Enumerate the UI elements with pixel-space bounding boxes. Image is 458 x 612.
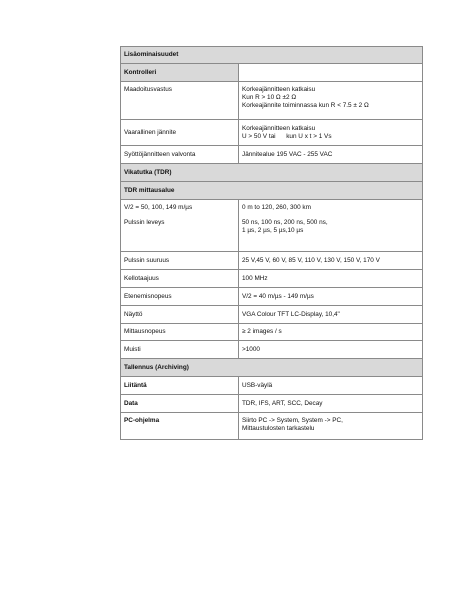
row-label: Mittausnopeus <box>121 324 239 341</box>
value-line: Korkeajännite toiminnassa kun R < 7.5 ± 2 Ω <box>242 102 369 109</box>
row-label: Maadoitusvastus <box>121 82 239 120</box>
table-row-measurement-speed <box>121 324 423 341</box>
row-label: Näyttö <box>121 306 239 324</box>
section-title: Tallennus (Archiving) <box>121 359 423 377</box>
table-row-tdr-range <box>121 200 423 252</box>
spec-table <box>120 46 423 440</box>
empty-cell <box>239 64 423 82</box>
row-value: Jännitealue 195 VAC - 255 VAC <box>239 146 423 164</box>
row-label: Syöttöjännitteen valvonta <box>121 146 239 164</box>
row-label: Kellotaajuus <box>121 270 239 288</box>
row-value <box>239 200 423 252</box>
value-line: Korkeajännitteen katkaisu <box>242 124 316 132</box>
section-title: Kontrolleri <box>121 64 239 82</box>
row-value <box>239 120 423 146</box>
value-line: 0 m to 120, 260, 300 km <box>242 204 311 211</box>
row-value: >1000 <box>239 341 423 359</box>
row-value <box>239 413 423 440</box>
row-label: Pulssin suuruus <box>121 252 239 270</box>
label-line: Pulssin leveys <box>124 219 165 226</box>
table-row-pulse-amplitude <box>121 252 423 270</box>
row-label: Liitäntä <box>121 377 239 395</box>
section-header-tdr-range <box>121 182 423 200</box>
section-title: TDR mittausalue <box>121 182 423 200</box>
table-row-propagation-speed <box>121 288 423 306</box>
section-title: Lisäominaisuudet <box>121 47 423 64</box>
row-value: VGA Colour TFT LC-Display, 10,4" <box>239 306 423 324</box>
row-value: USB-väylä <box>239 377 423 395</box>
value-line: 1 µs, 2 µs, 5 µs,10 µs <box>242 227 304 234</box>
table-row-interface <box>121 377 423 395</box>
row-value: ≥ 2 images / s <box>239 324 423 341</box>
table-row-dangerous-voltage <box>121 120 423 146</box>
value-line: Siirto PC -> System, System -> PC, <box>242 417 343 424</box>
value-line: Kun R > 10 Ω ±2 Ω <box>242 94 297 101</box>
row-value: 100 MHz <box>239 270 423 288</box>
row-label: Etenemisnopeus <box>121 288 239 306</box>
section-header-archiving <box>121 359 423 377</box>
row-label: Data <box>121 395 239 413</box>
table-row-supply-monitoring <box>121 146 423 164</box>
section-title: Vikatutka (TDR) <box>121 164 423 182</box>
value-line: Mittaustulosten tarkastelu <box>242 425 315 432</box>
row-value: TDR, IFS, ART, SCC, Decay <box>239 395 423 413</box>
row-value: 25 V,45 V, 60 V, 85 V, 110 V, 130 V, 150 V, 170 V <box>239 252 423 270</box>
row-label: Muisti <box>121 341 239 359</box>
value-line: Korkeajännitteen katkaisu <box>242 86 316 93</box>
row-label: PC-ohjelma <box>121 413 239 440</box>
table-row-display <box>121 306 423 324</box>
row-value: V/2 = 40 m/µs - 149 m/µs <box>239 288 423 306</box>
row-label: Vaarallinen jännite <box>121 120 239 146</box>
table-row-memory <box>121 341 423 359</box>
table-row-ground-resistance <box>121 82 423 120</box>
section-header-features <box>121 47 423 64</box>
value-line: 50 ns, 100 ns, 200 ns, 500 ns, <box>242 219 328 226</box>
label-line: V/2 = 50, 100, 149 m/µs <box>124 204 193 211</box>
table-row-pc-software <box>121 413 423 440</box>
table-row-clock-frequency <box>121 270 423 288</box>
table-row-data <box>121 395 423 413</box>
value-line: U > 50 V tai kun U x t > 1 Vs <box>242 132 332 140</box>
row-label <box>121 200 239 252</box>
section-header-fault-location <box>121 164 423 182</box>
section-header-controller <box>121 64 423 82</box>
row-value <box>239 82 423 120</box>
